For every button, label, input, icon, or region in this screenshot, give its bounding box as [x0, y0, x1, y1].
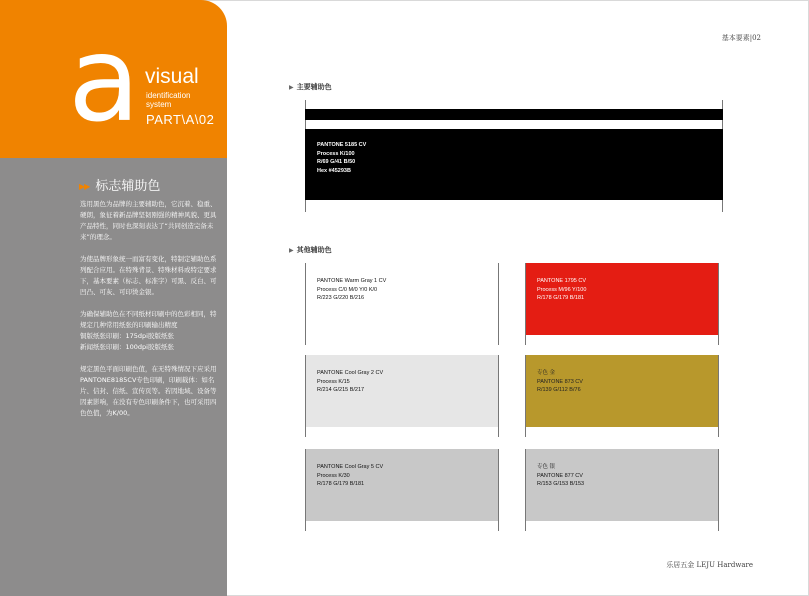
swatch-line: PANTONE 877 CV [537, 472, 583, 479]
header-line-1: identification [146, 91, 191, 100]
swatch-line: R/139 G/112 B/76 [537, 387, 581, 393]
swatch-red [525, 263, 719, 345]
swatch-line: R/214 G/215 B/217 [317, 387, 365, 393]
part-header [0, 0, 227, 158]
page-number: 基本要素|02 [721, 34, 761, 42]
primary-swatch [305, 100, 723, 212]
swatch-line: Process K/30 [317, 472, 350, 479]
swatch-line: R/69 G/41 B/50 [317, 159, 356, 165]
swatch-tick [305, 263, 306, 345]
swatch-line: PANTONE 1795 CV [537, 278, 587, 284]
double-arrow-icon: ▶▶ [79, 182, 90, 191]
swatch-line: PANTONE Cool Gray 5 CV [317, 464, 384, 470]
paragraph: 规定黑色平面印刷色值，在无特殊情况下应采用PANTONE8185CV专色印刷，印刷载体：如名片、信封、信纸、宣传页等。若因地域、设备等因素影响，在没有专色印刷条件下，也可采用四色色值，为K/00。 [80, 365, 217, 417]
swatch-line: Process K/15 [317, 378, 350, 385]
swatch-fill [305, 129, 723, 200]
swatch-tick [498, 263, 499, 345]
swatch-line: R/178 G/179 B/181 [317, 481, 365, 487]
swatch-info [317, 369, 383, 395]
stripe [305, 109, 723, 120]
swatch-tick [718, 355, 719, 437]
swatch-tick [305, 355, 306, 437]
paragraph: 新闻纸张印刷：100dpi胶版纸张 [80, 343, 174, 351]
swatch-tick [305, 449, 306, 531]
other-colors-title-text: 其他辅助色 [296, 246, 332, 254]
paragraph: 铜版纸张印刷：175dpi胶版纸张 [80, 332, 174, 340]
swatch-tick [718, 449, 719, 531]
primary-color-title-text: 主要辅助色 [296, 83, 332, 91]
swatch-line: PANTONE Warm Gray 1 CV [317, 278, 387, 284]
swatch-tick [718, 263, 719, 345]
paragraph: 为确保辅助色在不同纸材印刷中的色彩相同，特规定几种常用纸张的印刷输出精度 [80, 310, 217, 329]
swatch-line: 专色 银 [537, 464, 556, 470]
swatch-info [317, 141, 366, 175]
swatch-line: PANTONE 873 CV [537, 378, 583, 385]
swatch-info [317, 463, 383, 489]
section-title-text: 标志辅助色 [95, 179, 161, 194]
part-letter: a [68, 10, 139, 148]
swatch-tick [525, 449, 526, 531]
swatch-cool-gray-5 [305, 449, 499, 531]
other-colors-title [289, 245, 332, 255]
swatch-tick [498, 449, 499, 531]
swatch-line: Process C/0 M/0 Y/0 K/0 [317, 286, 378, 293]
swatch-line: PANTONE 5185 CV [317, 142, 367, 148]
swatch-tick [498, 355, 499, 437]
swatch-gold [525, 355, 719, 437]
swatch-info [537, 369, 583, 395]
swatch-tick [525, 263, 526, 345]
swatch-line: 专色 金 [537, 370, 556, 376]
footer-brand: 乐居五金 LEJU Hardware [666, 561, 753, 569]
swatch-warm-gray [305, 263, 499, 345]
section-title [79, 179, 160, 194]
part-label: PART\A\02 [146, 112, 215, 127]
swatch-line: PANTONE Cool Gray 2 CV [317, 370, 384, 376]
header-line-2: system [146, 100, 172, 109]
swatch-line: R/178 G/179 B/181 [537, 295, 585, 301]
triangle-icon: ▶ [289, 246, 294, 254]
swatch-line: Process M/96 Y/100 [537, 286, 587, 293]
swatch-tick [525, 355, 526, 437]
swatch-line: Process K/100 [317, 150, 355, 157]
paragraph: 选用黑色为品牌的主要辅助色，它沉着、稳重、硬朗，象征着新品牌坚韧刚强的精神风貌、更具产品特性，同时也深刻表达了“共同创造完备未来”的理念。 [80, 200, 217, 241]
swatch-silver [525, 449, 719, 531]
swatch-line: R/223 G/220 B/216 [317, 295, 365, 301]
swatch-line: R/153 G/153 B/153 [537, 481, 585, 487]
paragraph: 为使品牌形象统一而富有变化，特制定辅助色系列配合应用。在特殊背景、特殊材料或特定要求下，基本要素（标志、标准字）可黑、反白、可凹凸、可灰、可印烫金银。 [80, 255, 217, 296]
swatch-line: Hex #45293B [317, 167, 351, 174]
swatch-info [537, 277, 586, 303]
swatch-info [317, 277, 386, 303]
swatch-info [537, 463, 584, 489]
section-body [80, 199, 220, 430]
primary-color-title [289, 82, 332, 92]
triangle-icon: ▶ [289, 83, 294, 91]
swatch-cool-gray-2 [305, 355, 499, 437]
header-word: visual [145, 65, 199, 88]
